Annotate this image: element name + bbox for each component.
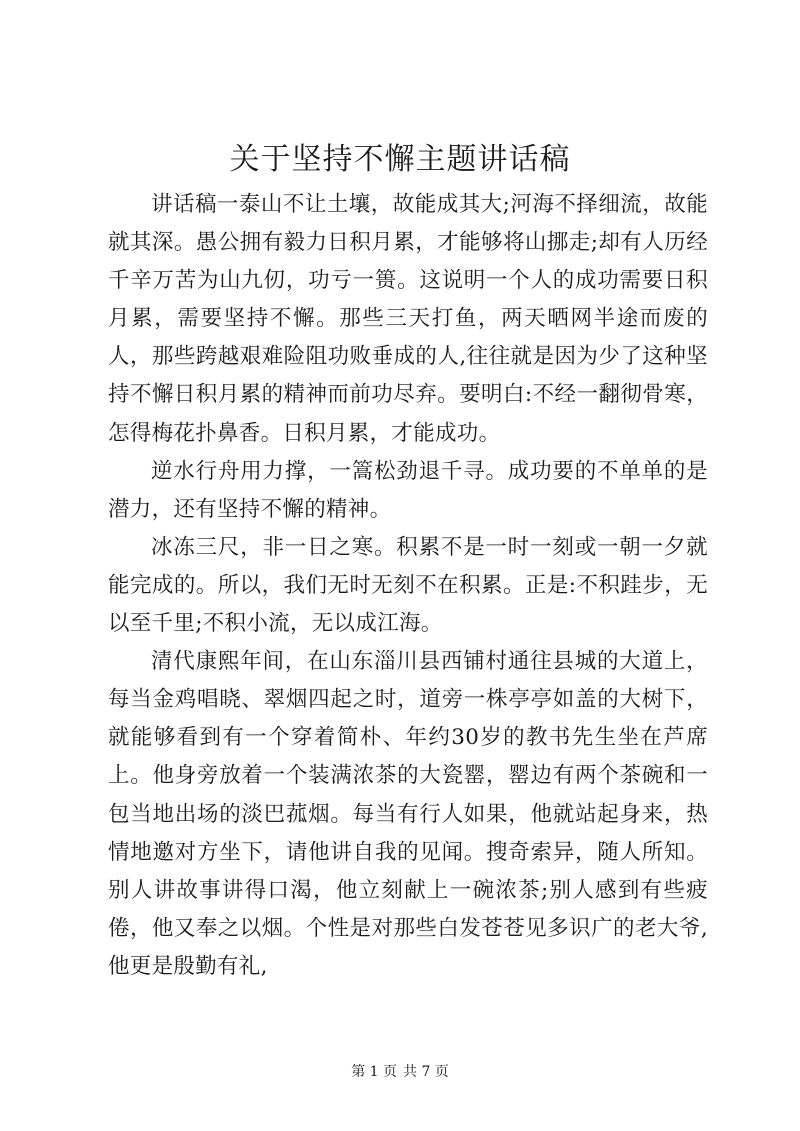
paragraph: 讲话稿一泰山不让土壤，故能成其大;河海不择细流，故能就其深。愚公拥有毅力日积月累，才能够将山挪走;却有人历经千辛万苦为山九仞，功亏一篑。这说明一个人的成功需要日积月累，需要坚持不懈。那些三天打鱼，两天晒网半途而废的人，那些跨越艰难险阻功败垂成的人,往往就是因为少了这种坚持不懈日积月累的精神而前功尽弃。要明白:不经一翻彻骨寒，怎得梅花扑鼻香。日积月累，才能成功。 — [108, 192, 708, 446]
document-body — [108, 186, 708, 986]
paragraph: 逆水行舟用力撑，一篙松劲退千寻。成功要的不单单的是潜力，还有坚持不懈的精神。 — [108, 458, 708, 522]
page-number: 第 1 页 — [351, 1064, 397, 1080]
paragraph: 冰冻三尺，非一日之寒。积累不是一时一刻或一朝一夕就能完成的。所以，我们无时无刻不在积累。正是:不积跬步，无以至千里;不积小流，无以成江海。 — [108, 534, 708, 637]
document-title: 关于坚持不懈主题讲话稿 — [229, 142, 571, 177]
paragraph: 清代康熙年间，在山东淄川县西铺村通往县城的大道上，每当金鸡唱晓、翠烟四起之时，道旁一株亭亭如盖的大树下，就能够看到有一个穿着简朴、年约30岁的教书先生坐在芦席上。他身旁放着一个装满浓茶的大瓷罂，罂边有两个茶碗和一包当地出场的淡巴菰烟。每当有行人如果，他就站起身来，热情地邀对方坐下，请他讲自我的见闻。搜奇索异，随人所知。别人讲故事讲得口渴，他立刻献上一碗浓茶;别人感到有些疲倦，他又奉之以烟。个性是对那些白发苍苍见多识广的老大爷,他更是殷勤有礼, — [108, 649, 708, 979]
page-footer — [0, 1062, 800, 1082]
page-total: 共 7 页 — [403, 1064, 449, 1080]
